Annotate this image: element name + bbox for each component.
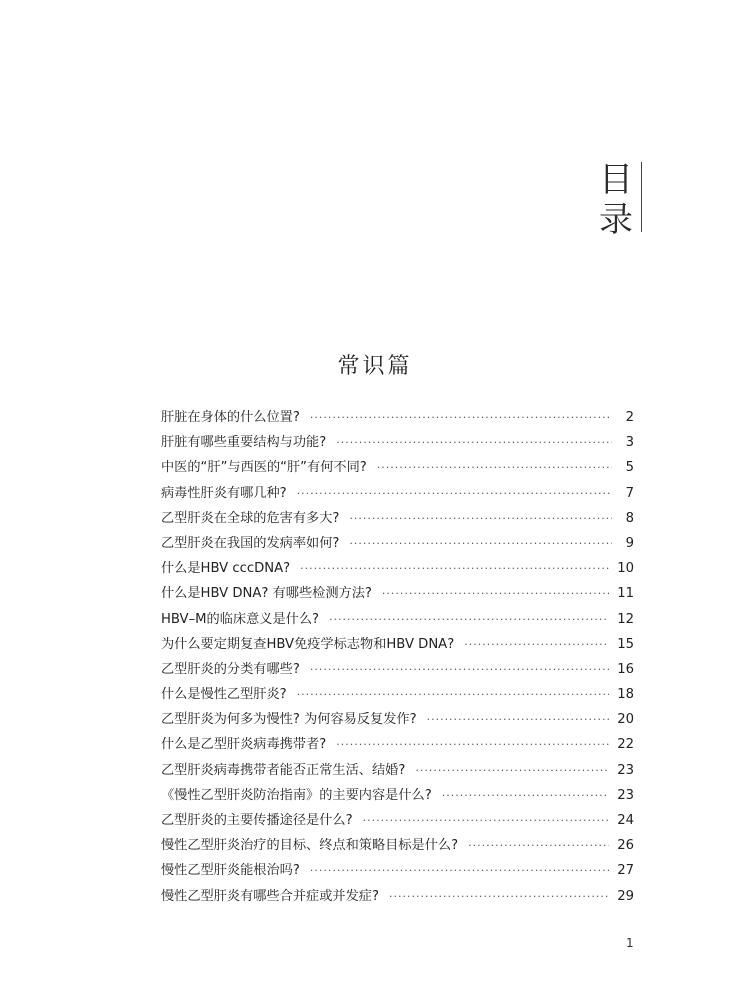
- toc-entry[interactable]: [161, 858, 634, 883]
- toc-entry-page: 24: [617, 813, 634, 828]
- toc-entry-title: 乙型肝炎在我国的发病率如何?: [161, 535, 340, 551]
- toc-entry-title: 慢性乙型肝炎治疗的目标、终点和策略目标是什么?: [161, 838, 459, 854]
- toc-leader-dots: [442, 783, 609, 808]
- toc-entry-page: 26: [617, 838, 634, 854]
- toc-entry-page: 3: [625, 435, 634, 451]
- toc-entry-title: 肝脏在身体的什么位置?: [161, 410, 300, 425]
- toc-leader-dots: [329, 607, 609, 632]
- toc-entry[interactable]: [161, 783, 634, 808]
- contents-heading: [596, 160, 636, 240]
- toc-leader-dots: [468, 833, 609, 858]
- toc-entry-page: 20: [617, 712, 634, 728]
- toc-entry[interactable]: [161, 833, 634, 858]
- heading-vertical-rule: [641, 162, 642, 232]
- toc-leader-dots: [382, 581, 609, 606]
- toc-leader-dots: [300, 556, 609, 581]
- toc-entry-title: 乙型肝炎的主要传播途径是什么?: [161, 813, 353, 828]
- toc-leader-dots: [310, 858, 609, 883]
- toc-entry-title: 什么是HBV cccDNA?: [161, 561, 291, 577]
- contents-heading-char-1: 目: [599, 160, 633, 200]
- toc-entry[interactable]: [161, 607, 634, 632]
- toc-entry[interactable]: [161, 732, 634, 757]
- toc-leader-dots: [349, 506, 612, 531]
- toc-entry[interactable]: [161, 758, 634, 783]
- toc-entry-page: 15: [617, 636, 634, 652]
- toc-entry-page: 9: [625, 535, 634, 551]
- toc-entry[interactable]: [161, 481, 634, 506]
- toc-leader-dots: [349, 531, 612, 556]
- toc-entry-page: 29: [617, 888, 634, 904]
- toc-entry-page: 11: [617, 586, 634, 602]
- toc-list: [161, 405, 634, 909]
- toc-entry[interactable]: [161, 808, 634, 833]
- toc-entry-page: 2: [625, 410, 634, 425]
- toc-entry-page: 22: [617, 737, 634, 753]
- toc-entry[interactable]: [161, 657, 634, 682]
- toc-entry[interactable]: [161, 556, 634, 581]
- toc-entry-title: 病毒性肝炎有哪几种?: [161, 485, 287, 501]
- toc-entry-title: 乙型肝炎病毒携带者能否正常生活、结婚?: [161, 762, 406, 778]
- toc-entry-title: 什么是HBV DNA? 有哪些检测方法?: [161, 586, 372, 602]
- toc-entry-title: 为什么要定期复查HBV免疫学标志物和HBV DNA?: [161, 636, 455, 652]
- toc-leader-dots: [415, 758, 609, 783]
- toc-entry[interactable]: [161, 506, 634, 531]
- toc-leader-dots: [464, 632, 609, 657]
- toc-entry-title: 肝脏有哪些重要结构与功能?: [161, 435, 327, 451]
- toc-leader-dots: [297, 682, 610, 707]
- toc-entry-page: 23: [617, 787, 634, 803]
- toc-entry-page: 27: [617, 863, 634, 879]
- toc-entry-page: 8: [625, 510, 634, 526]
- toc-entry-page: 12: [617, 611, 634, 627]
- toc-entry-page: 5: [625, 460, 634, 476]
- toc-entry[interactable]: [161, 581, 634, 606]
- toc-leader-dots: [363, 808, 610, 833]
- toc-leader-dots: [336, 732, 609, 757]
- toc-leader-dots: [297, 481, 612, 506]
- toc-entry-title: 什么是乙型肝炎病毒携带者?: [161, 737, 327, 753]
- toc-entry-title: 乙型肝炎在全球的危害有多大?: [161, 510, 340, 526]
- toc-entry-title: HBV–M的临床意义是什么?: [161, 611, 320, 627]
- page-number: 1: [626, 936, 634, 950]
- toc-entry-title: 乙型肝炎的分类有哪些?: [161, 661, 300, 677]
- section-title: 常识篇: [337, 354, 413, 379]
- toc-entry[interactable]: [161, 455, 634, 480]
- toc-leader-dots: [377, 455, 612, 480]
- contents-heading-char-2: 录: [599, 200, 633, 240]
- toc-leader-dots: [310, 405, 612, 430]
- toc-entry-page: 23: [617, 762, 634, 778]
- toc-entry-title: 乙型肝炎为何多为慢性? 为何容易反复发作?: [161, 712, 417, 728]
- toc-entry-page: 10: [617, 561, 634, 577]
- toc-entry[interactable]: [161, 707, 634, 732]
- toc-entry[interactable]: [161, 682, 634, 707]
- toc-entry[interactable]: [161, 405, 634, 430]
- toc-entry-title: 慢性乙型肝炎有哪些合并症或并发症?: [161, 888, 379, 904]
- toc-entry-page: 18: [617, 687, 634, 703]
- toc-entry-page: 16: [617, 661, 634, 677]
- toc-leader-dots: [427, 707, 610, 732]
- toc-entry-title: 慢性乙型肝炎能根治吗?: [161, 863, 300, 879]
- toc-leader-dots: [310, 657, 609, 682]
- toc-entry[interactable]: [161, 884, 634, 909]
- toc-entry[interactable]: [161, 632, 634, 657]
- toc-entry-title: 中医的“肝”与西医的“肝”有何不同?: [161, 460, 367, 476]
- toc-leader-dots: [389, 884, 609, 909]
- toc-entry-title: 《慢性乙型肝炎防治指南》的主要内容是什么?: [161, 787, 432, 803]
- toc-entry-page: 7: [625, 485, 634, 501]
- toc-entry-title: 什么是慢性乙型肝炎?: [161, 687, 287, 703]
- toc-leader-dots: [336, 430, 612, 455]
- toc-entry[interactable]: [161, 430, 634, 455]
- toc-entry[interactable]: [161, 531, 634, 556]
